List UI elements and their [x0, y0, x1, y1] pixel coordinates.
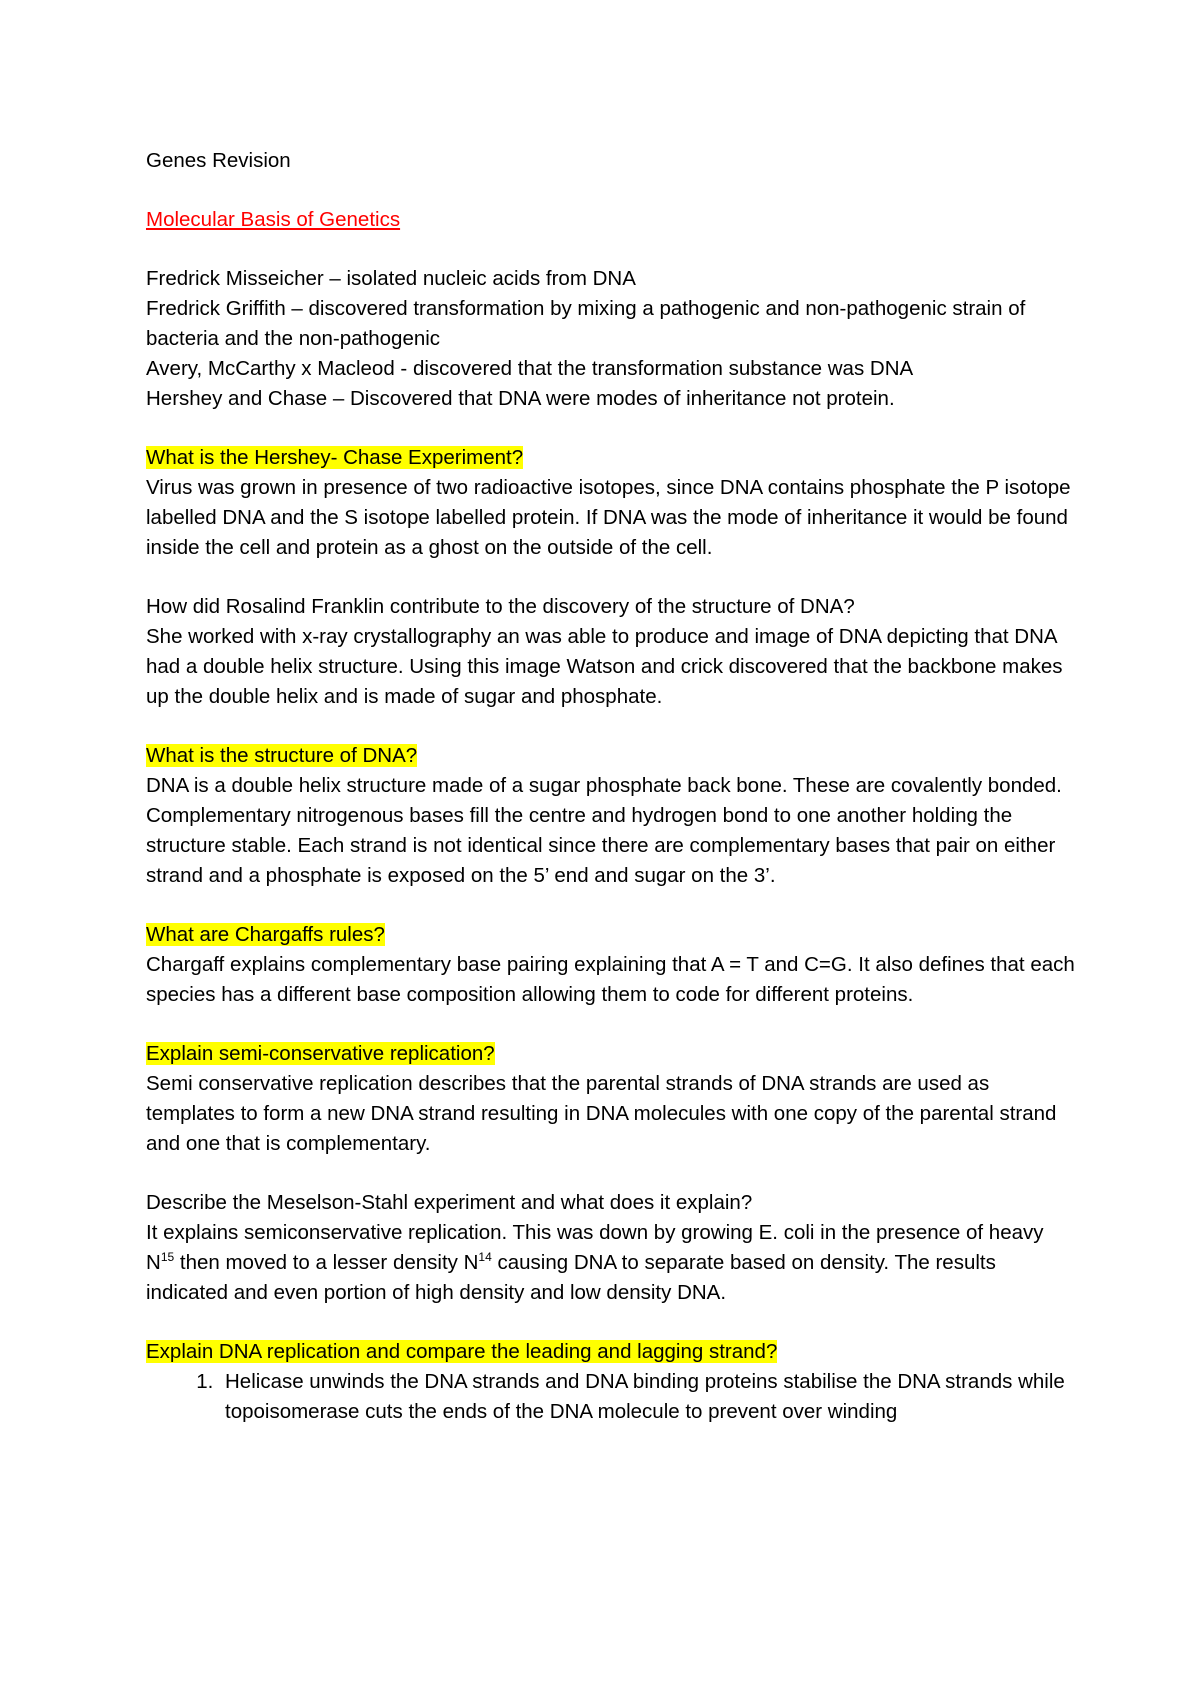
list-item: 1. Helicase unwinds the DNA strands and DNA binding proteins stabilise the DNA strands while topoisomerase cuts the ends of the DNA molecule to prevent over winding — [219, 1367, 1076, 1427]
document-page — [146, 146, 1076, 1427]
answer-paragraph: DNA is a double helix structure made of a sugar phosphate back bone. These are covalently bonded. Complementary nitrogenous bases fill the centre and hydrogen bond to one another holding the structure stable. Each strand is not identical since there are complementary bases that pair on either strand and a phosphate is exposed on the 5’ end and sugar on the 3’. — [146, 774, 1062, 887]
highlighted-question: What is the Hershey- Chase Experiment? — [146, 446, 524, 469]
paragraph-gap — [146, 1010, 1076, 1039]
question-heading — [146, 741, 1076, 771]
paragraph-gap — [146, 1308, 1076, 1337]
answer-text: causing DNA to separate based on density. The results indicated and even portion of high density and low density DNA. — [146, 1251, 996, 1304]
answer-paragraph: She worked with x-ray crystallography an was able to produce and image of DNA depicting that DNA had a double helix structure. Using this image Watson and crick discovered that the backbone makes up the double helix and is made of sugar and phosphate. — [146, 625, 1063, 708]
scientist-line: Fredrick Misseicher – isolated nucleic acids from DNA — [146, 267, 636, 290]
answer-paragraph: Chargaff explains complementary base pairing explaining that A = T and C=G. It also defines that each species has a different base composition allowing them to code for different proteins. — [146, 953, 1075, 1006]
question-heading: How did Rosalind Franklin contribute to the discovery of the structure of DNA? — [146, 595, 855, 618]
paragraph-gap — [146, 563, 1076, 592]
highlighted-question: Explain DNA replication and compare the leading and lagging strand? — [146, 1340, 778, 1363]
question-heading — [146, 920, 1076, 950]
paragraph-gap — [146, 712, 1076, 741]
section-heading-text: Molecular Basis of Genetics — [146, 208, 401, 231]
answer-paragraph — [146, 1218, 1076, 1308]
scientist-line: Avery, McCarthy x Macleod - discovered that the transformation substance was DNA — [146, 357, 914, 380]
answer-paragraph: Semi conservative replication describes that the parental strands of DNA strands are used as templates to form a new DNA strand resulting in DNA molecules with one copy of the parental strand and one that is complementary. — [146, 1072, 1057, 1155]
question-heading — [146, 1039, 1076, 1069]
isotope-superscript: 15 — [160, 1250, 175, 1265]
answer-paragraph: Virus was grown in presence of two radioactive isotopes, since DNA contains phosphate the P isotope labelled DNA and the S isotope labelled protein. If DNA was the mode of inheritance it would be found inside the cell and protein as a ghost on the outside of the cell. — [146, 476, 1071, 559]
section-heading — [146, 205, 1076, 235]
isotope-superscript: 14 — [478, 1250, 492, 1265]
highlighted-question: Explain semi-conservative replication? — [146, 1042, 495, 1065]
document-title: Genes Revision — [146, 149, 291, 172]
question-heading — [146, 443, 1076, 473]
numbered-list — [146, 1367, 1076, 1427]
paragraph-gap — [146, 414, 1076, 443]
question-heading: Describe the Meselson-Stahl experiment and what does it explain? — [146, 1191, 753, 1214]
paragraph-gap — [146, 1159, 1076, 1188]
answer-text: It explains semiconservative replication. This was down by growing E. coli in the presence of heavy N — [146, 1221, 1044, 1274]
highlighted-question: What is the structure of DNA? — [146, 744, 418, 767]
answer-text: then moved to a lesser density N — [174, 1251, 479, 1274]
paragraph-gap — [146, 235, 1076, 264]
paragraph-gap — [146, 891, 1076, 920]
highlighted-question: What are Chargaffs rules? — [146, 923, 385, 946]
scientist-line: Hershey and Chase – Discovered that DNA were modes of inheritance not protein. — [146, 387, 895, 410]
scientist-line: Fredrick Griffith – discovered transformation by mixing a pathogenic and non-pathogenic strain of bacteria and the non-pathogenic — [146, 297, 1026, 350]
question-heading — [146, 1337, 1076, 1367]
